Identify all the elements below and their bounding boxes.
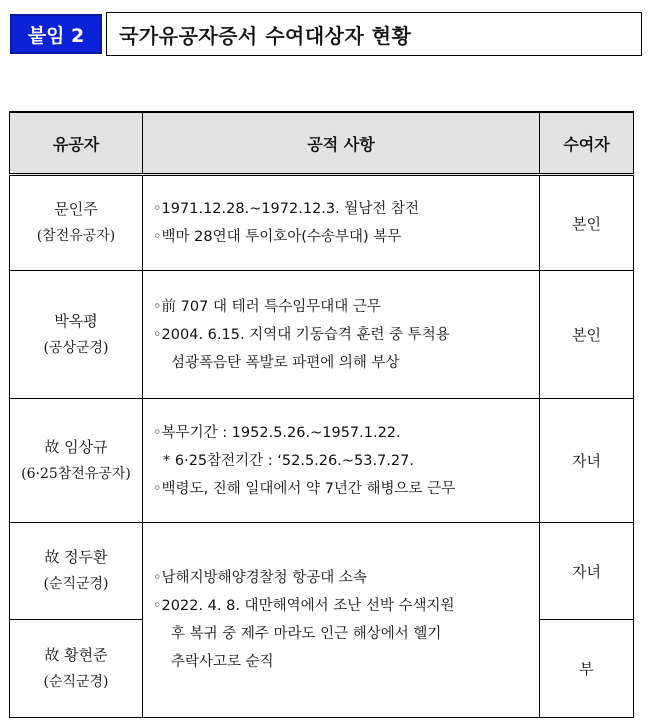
merit-person-cell bbox=[10, 399, 143, 523]
merit-details-cell bbox=[143, 399, 540, 523]
table-row bbox=[10, 271, 634, 399]
recipient-cell: 자녀 bbox=[540, 399, 634, 523]
merit-person-cell bbox=[10, 271, 143, 399]
merit-person-cell bbox=[10, 620, 143, 718]
attachment-badge: 붙임 2 bbox=[10, 14, 102, 54]
merit-line: ◦前 707 대 테러 특수임무대대 근무 bbox=[153, 298, 381, 315]
recipient-cell: 본인 bbox=[540, 175, 634, 271]
merit-line: ◦1971.12.28.~1972.12.3. 월남전 참전 bbox=[153, 201, 419, 217]
person-category: (공상군경) bbox=[43, 339, 109, 356]
column-header-merit-details: 공적 사항 bbox=[143, 112, 540, 175]
recipient-cell: 자녀 bbox=[540, 523, 634, 620]
person-category: (순직군경) bbox=[43, 576, 109, 592]
recipient-cell: 부 bbox=[540, 620, 634, 718]
recipients-table bbox=[9, 111, 634, 718]
merit-line: ◦남해지방해양경찰청 항공대 소속 bbox=[153, 570, 367, 586]
recipient-cell: 본인 bbox=[540, 271, 634, 399]
person-category: (6·25참전유공자) bbox=[21, 465, 131, 482]
column-header-recipient: 수여자 bbox=[540, 112, 634, 175]
merit-line: 섬광폭음탄 폭발로 파편에 의해 부상 bbox=[171, 354, 400, 371]
merit-details-cell-shared bbox=[143, 523, 540, 718]
merit-details-cell bbox=[143, 175, 540, 271]
merit-person-cell bbox=[10, 523, 143, 620]
table-header-row bbox=[10, 112, 634, 175]
person-name: 故 황현준 bbox=[44, 645, 108, 664]
person-name: 박옥평 bbox=[54, 311, 98, 330]
table-row bbox=[10, 523, 634, 620]
table-row bbox=[10, 399, 634, 523]
merit-person-cell bbox=[10, 175, 143, 271]
merit-line: ◦2022. 4. 8. 대만해역에서 조난 선박 수색지원 bbox=[153, 598, 455, 614]
merit-line: ◦복무기간 : 1952.5.26.~1957.1.22. bbox=[153, 424, 401, 441]
person-category: (순직군경) bbox=[43, 673, 109, 690]
merit-line: * 6·25참전기간 : ‘52.5.26.~53.7.27. bbox=[163, 452, 414, 469]
table-row bbox=[10, 175, 634, 271]
merit-line: ◦백마 28연대 투이호아(수송부대) 복무 bbox=[153, 229, 402, 245]
person-category: (참전유공자) bbox=[36, 228, 116, 244]
merit-details-cell bbox=[143, 271, 540, 399]
merit-line: ◦2004. 6.15. 지역대 기동습격 훈련 중 투척용 bbox=[153, 326, 450, 343]
document-title: 국가유공자증서 수여대상자 현황 bbox=[106, 12, 642, 56]
merit-line: ◦백령도, 진해 일대에서 약 7년간 해병으로 근무 bbox=[153, 480, 456, 497]
person-name: 故 임상규 bbox=[44, 437, 108, 456]
column-header-merit-person: 유공자 bbox=[10, 112, 143, 175]
merit-line: 추락사고로 순직 bbox=[171, 654, 274, 670]
person-name: 故 정두환 bbox=[44, 548, 108, 566]
person-name: 문인주 bbox=[54, 200, 98, 218]
merit-line: 후 복귀 중 제주 마라도 인근 해상에서 헬기 bbox=[171, 626, 442, 642]
